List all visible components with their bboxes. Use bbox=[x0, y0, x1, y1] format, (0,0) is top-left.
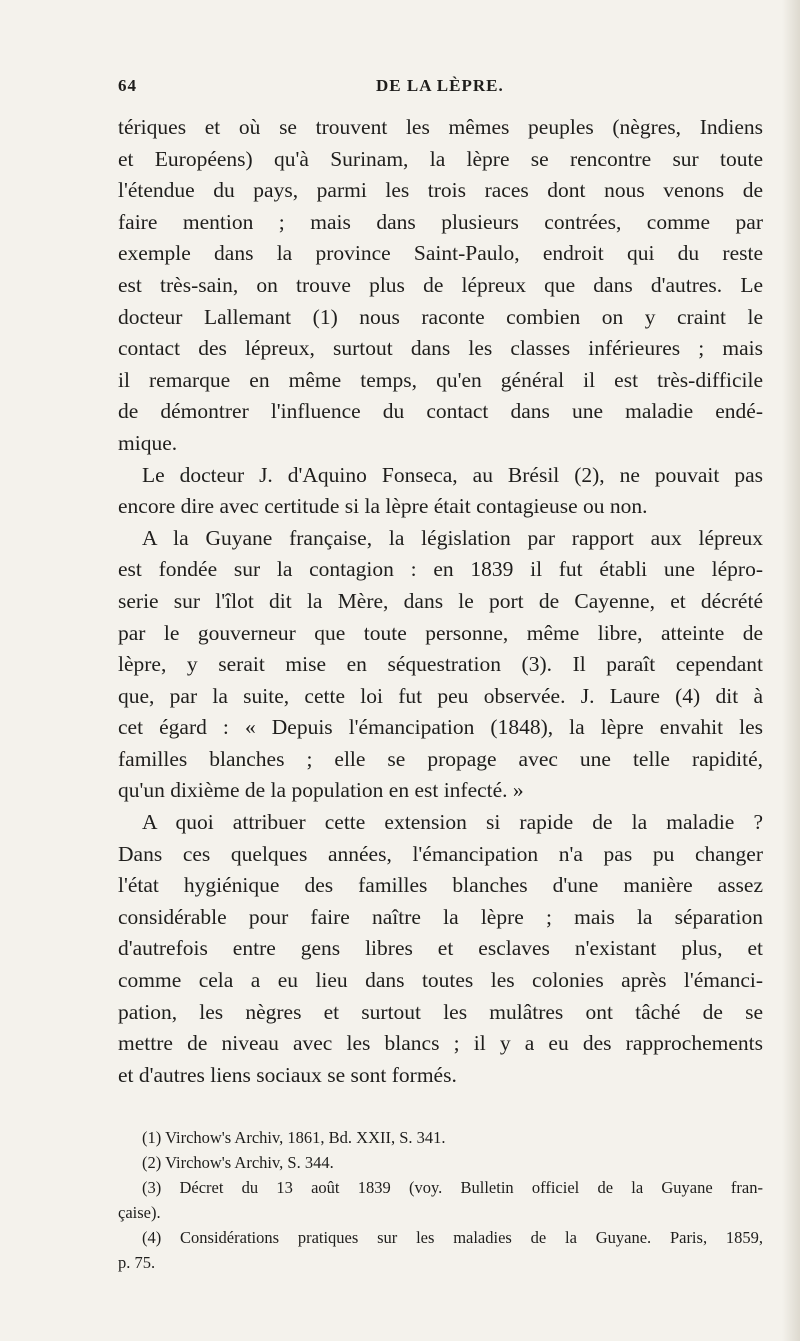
footnote-line: (3) Décret du 13 août 1839 (voy. Bulletin officiel de la Guyane fran- bbox=[142, 1178, 763, 1197]
text-line: mettre de niveau avec les blancs ; il y a eu des rapprochements bbox=[118, 1031, 763, 1056]
text-line: l'état hygiénique des familles blanches d'une manière assez bbox=[118, 873, 763, 898]
text-line: est fondée sur la contagion : en 1839 il fut établi une lépro- bbox=[118, 557, 763, 582]
paragraph-start: A quoi attribuer cette extension si rapide de la maladie ? bbox=[142, 810, 763, 835]
text-line: faire mention ; mais dans plusieurs contrées, comme par bbox=[118, 209, 763, 234]
footnotes bbox=[118, 1125, 763, 1275]
text-line: et Européens) qu'à Surinam, la lèpre se rencontre sur toute bbox=[118, 146, 763, 171]
text-line: encore dire avec certitude si la lèpre était contagieuse ou non. bbox=[118, 494, 648, 519]
page-header bbox=[118, 76, 763, 102]
text-line: que, par la suite, cette loi fut peu observée. J. Laure (4) dit à bbox=[118, 683, 763, 708]
body-text bbox=[118, 112, 763, 1091]
text-line: pation, les nègres et surtout les mulâtres ont tâché de se bbox=[118, 999, 763, 1024]
text-line: de démontrer l'influence du contact dans une maladie endé- bbox=[118, 399, 763, 424]
paragraph-start: A la Guyane française, la législation par rapport aux lépreux bbox=[142, 525, 763, 550]
text-line: lèpre, y serait mise en séquestration (3). Il paraît cependant bbox=[118, 652, 763, 677]
text-line: mique. bbox=[118, 430, 178, 455]
text-line: tériques et où se trouvent les mêmes peuples (nègres, Indiens bbox=[118, 115, 763, 139]
text-line: considérable pour faire naître la lèpre ; mais la séparation bbox=[118, 904, 763, 929]
text-line: et d'autres liens sociaux se sont formés. bbox=[118, 1062, 457, 1087]
text-line: contact des lépreux, surtout dans les classes inférieures ; mais bbox=[118, 336, 763, 361]
footnote-line: p. 75. bbox=[118, 1253, 156, 1272]
text-line: qu'un dixième de la population en est infecté. » bbox=[118, 778, 524, 803]
text-line: Dans ces quelques années, l'émancipation n'a pas pu changer bbox=[118, 841, 763, 866]
text-line: cet égard : « Depuis l'émancipation (1848), la lèpre envahit les bbox=[118, 715, 763, 740]
footnote-line: (4) Considérations pratiques sur les maladies de la Guyane. Paris, 1859, bbox=[142, 1228, 763, 1247]
text-line: l'étendue du pays, parmi les trois races dont nous venons de bbox=[118, 178, 763, 203]
running-head: DE LA LÈPRE. bbox=[376, 76, 504, 95]
text-line: est très-sain, on trouve plus de lépreux que dans d'autres. Le bbox=[118, 272, 763, 297]
paragraph-start: Le docteur J. d'Aquino Fonseca, au Brésil (2), ne pouvait pas bbox=[142, 462, 763, 487]
text-line: exemple dans la province Saint-Paulo, endroit qui du reste bbox=[118, 241, 763, 266]
page-number: 64 bbox=[118, 76, 137, 95]
text-line: comme cela a eu lieu dans toutes les colonies après l'émanci- bbox=[118, 968, 763, 993]
text-line: par le gouverneur que toute personne, même libre, atteinte de bbox=[118, 620, 763, 645]
text-line: il remarque en même temps, qu'en général il est très-difficile bbox=[118, 367, 763, 392]
text-line: serie sur l'îlot dit la Mère, dans le port de Cayenne, et décrété bbox=[118, 588, 763, 613]
footnote-line: çaise). bbox=[118, 1203, 161, 1222]
text-line: familles blanches ; elle se propage avec une telle rapidité, bbox=[118, 746, 763, 771]
footnote-line: (1) Virchow's Archiv, 1861, Bd. XXII, S. 341. bbox=[142, 1128, 446, 1147]
text-line: docteur Lallemant (1) nous raconte combien on y craint le bbox=[118, 304, 763, 329]
page-edge-shadow bbox=[782, 0, 800, 1341]
text-line: d'autrefois entre gens libres et esclaves n'existant plus, et bbox=[118, 936, 763, 961]
footnote-line: (2) Virchow's Archiv, S. 344. bbox=[142, 1153, 334, 1172]
